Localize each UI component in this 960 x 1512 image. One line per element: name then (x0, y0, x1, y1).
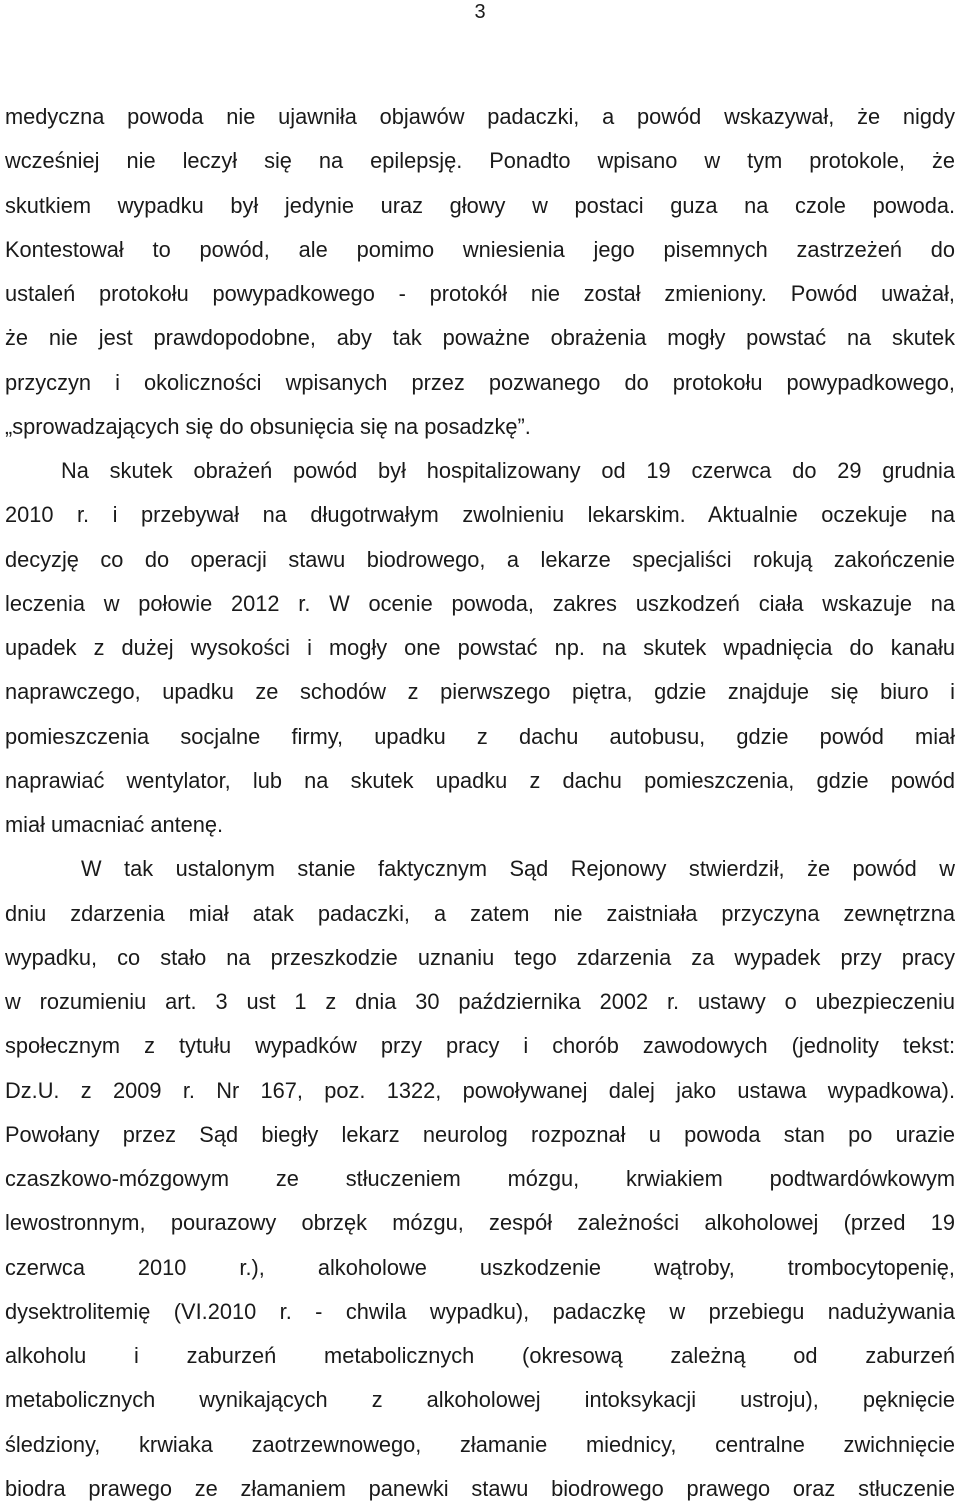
text-line: wcześniej nie leczył się na epilepsję. Ponadto wpisano w tym protokole, że (5, 148, 955, 174)
text-line: skutkiem wypadku był jedynie uraz głowy w postaci guza na czole powoda. (5, 192, 955, 218)
page-number: 3 (474, 1, 486, 23)
text-line: 2010 r. i przebywał na długotrwałym zwolnieniu lekarskim. Aktualnie oczekuje na (5, 502, 955, 528)
text-line: Kontestował to powód, ale pomimo wniesienia jego pisemnych zastrzeżeń do (5, 236, 955, 262)
text-line: „sprowadzających się do obsunięcia się na posadzkę”. (5, 413, 531, 439)
text-line: lewostronnym, pourazowy obrzęk mózgu, zespół zależności alkoholowej (przed 19 (5, 1210, 955, 1236)
text-line: przyczyn i okoliczności wpisanych przez pozwanego do protokołu powypadkowego, (5, 369, 955, 395)
text-line: W tak ustalonym stanie faktycznym Sąd Rejonowy stwierdził, że powód w (81, 856, 955, 882)
text-line: upadek z dużej wysokości i mogły one powstać np. na skutek wpadnięcia do kanału (5, 635, 955, 660)
text-line: dniu zdarzenia miał atak padaczki, a zatem nie zaistniała przyczyna zewnętrzna (5, 900, 955, 926)
text-line: decyzję co do operacji stawu biodrowego, a lekarze specjaliści rokują zakończenie (5, 546, 955, 572)
text-line: że nie jest prawdopodobne, aby tak poważne obrażenia mogły powstać na skutek (5, 325, 955, 351)
text-line: biodra prawego ze złamaniem panewki stawu biodrowego prawego oraz stłuczenie (5, 1475, 955, 1501)
text-line: społecznym z tytułu wypadków przy pracy i chorób zawodowych (jednolity tekst: (5, 1033, 955, 1059)
text-line: Powołany przez Sąd biegły lekarz neurolog rozpoznał u powoda stan po urazie (5, 1121, 955, 1147)
text-line: naprawiać wentylator, lub na skutek upadku z dachu pomieszczenia, gdzie powód (5, 767, 955, 793)
text-line: ustaleń protokołu powypadkowego - protokół nie został zmieniony. Powód uważał, (5, 281, 955, 306)
text-line: alkoholu i zaburzeń metabolicznych (okresową zależną od zaburzeń (5, 1343, 955, 1368)
body-text (5, 95, 955, 1511)
text-line: Na skutek obrażeń powód był hospitalizowany od 19 czerwca do 29 grudnia (61, 458, 955, 483)
text-line: czerwca 2010 r.), alkoholowe uszkodzenie wątroby, trombocytopenię, (5, 1254, 955, 1280)
text-line: wypadku, co stało na przeszkodzie uznaniu tego zdarzenia za wypadek przy pracy (5, 944, 955, 970)
text-line: śledziony, krwiaka zaotrzewnowego, złamanie miednicy, centralne zwichnięcie (5, 1431, 955, 1457)
text-line: w rozumieniu art. 3 ust 1 z dnia 30 października 2002 r. ustawy o ubezpieczeniu (5, 989, 955, 1014)
text-line: Dz.U. z 2009 r. Nr 167, poz. 1322, powoływanej dalej jako ustawa wypadkowa). (5, 1077, 955, 1103)
text-line: naprawczego, upadku ze schodów z pierwszego piętra, gdzie znajduje się biuro i (5, 679, 955, 705)
text-line: pomieszczenia socjalne firmy, upadku z dachu autobusu, gdzie powód miał (5, 723, 955, 749)
text-line: metabolicznych wynikających z alkoholowej intoksykacji ustroju), pęknięcie (5, 1387, 955, 1413)
text-line: medyczna powoda nie ujawniła objawów padaczki, a powód wskazywał, że nigdy (5, 104, 955, 129)
text-line: leczenia w połowie 2012 r. W ocenie powoda, zakres uszkodzeń ciała wskazuje na (5, 590, 955, 616)
text-line: czaszkowo-mózgowym ze stłuczeniem mózgu, krwiakiem podtwardówkowym (5, 1166, 955, 1191)
text-line: dysektrolitemię (VI.2010 r. - chwila wypadku), padaczkę w przebiegu nadużywania (5, 1298, 955, 1324)
text-line: miał umacniać antenę. (5, 812, 224, 837)
